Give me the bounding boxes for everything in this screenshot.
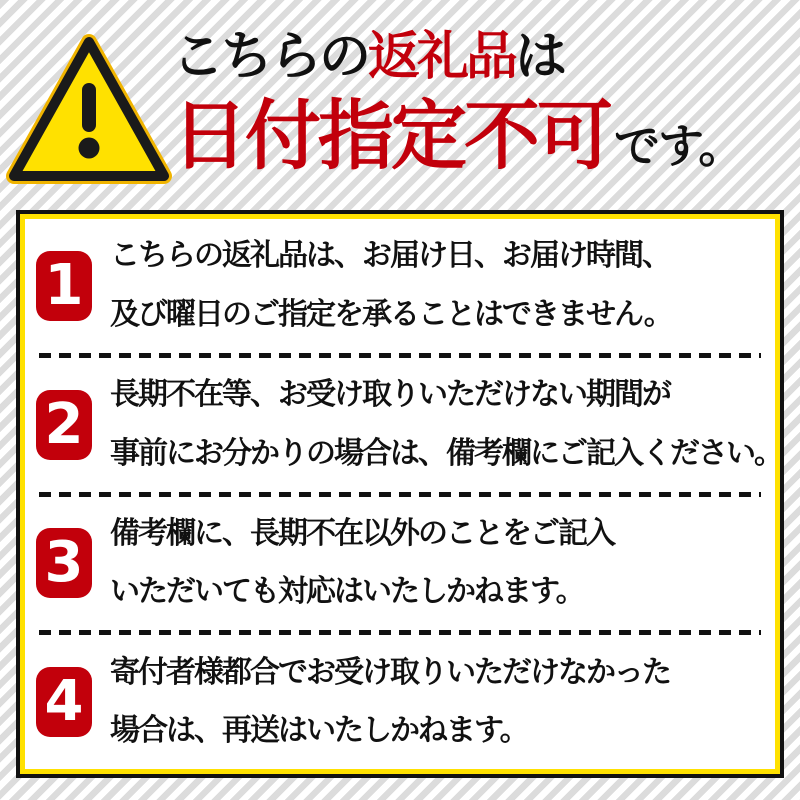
banner-title-line1 bbox=[172, 22, 742, 92]
item-number-badge: 2 bbox=[36, 390, 92, 460]
item-text bbox=[110, 505, 614, 622]
title-main-suffix: です。 bbox=[614, 119, 743, 174]
notice-box-inner bbox=[25, 219, 782, 769]
title-main-red: 日付指定不可 bbox=[172, 91, 610, 181]
item-text-line: 備考欄に、長期不在以外のことをご記入 bbox=[110, 515, 614, 551]
item-text-line: 及び曜日のご指定を承ることはできません。 bbox=[110, 296, 672, 332]
title-highlight: 返礼品 bbox=[368, 27, 516, 87]
item-text-line: いただいても対応はいたしかねます。 bbox=[110, 574, 584, 610]
banner-titles bbox=[172, 22, 743, 181]
banner-title-line2 bbox=[172, 91, 743, 181]
title-prefix: こちらの bbox=[172, 27, 369, 87]
item-number-badge: 4 bbox=[36, 667, 92, 737]
header-banner bbox=[0, 0, 800, 210]
notice-item-4 bbox=[25, 635, 775, 769]
item-number-badge: 3 bbox=[36, 528, 92, 598]
notice-box bbox=[16, 210, 784, 778]
item-text-line: こちらの返礼品は、お届け日、お届け時間、 bbox=[110, 238, 670, 274]
item-number-badge: 1 bbox=[36, 251, 92, 321]
item-text bbox=[110, 227, 672, 344]
item-text bbox=[110, 366, 782, 483]
item-text bbox=[110, 644, 670, 761]
notice-item-3 bbox=[25, 497, 775, 631]
warning-triangle-icon bbox=[4, 30, 174, 188]
notice-item-2 bbox=[25, 358, 782, 492]
item-text-line: 場合は、再送はいたしかねます。 bbox=[110, 713, 528, 749]
item-text-line: 長期不在等、お受け取りいただけない期間が bbox=[110, 377, 670, 413]
item-text-line: 事前にお分かりの場合は、備考欄にご記入ください。 bbox=[110, 435, 782, 471]
item-text-line: 寄付者様都合でお受け取りいただけなかった bbox=[110, 654, 670, 690]
title-suffix: は bbox=[515, 27, 565, 87]
notice-item-1 bbox=[25, 219, 775, 353]
